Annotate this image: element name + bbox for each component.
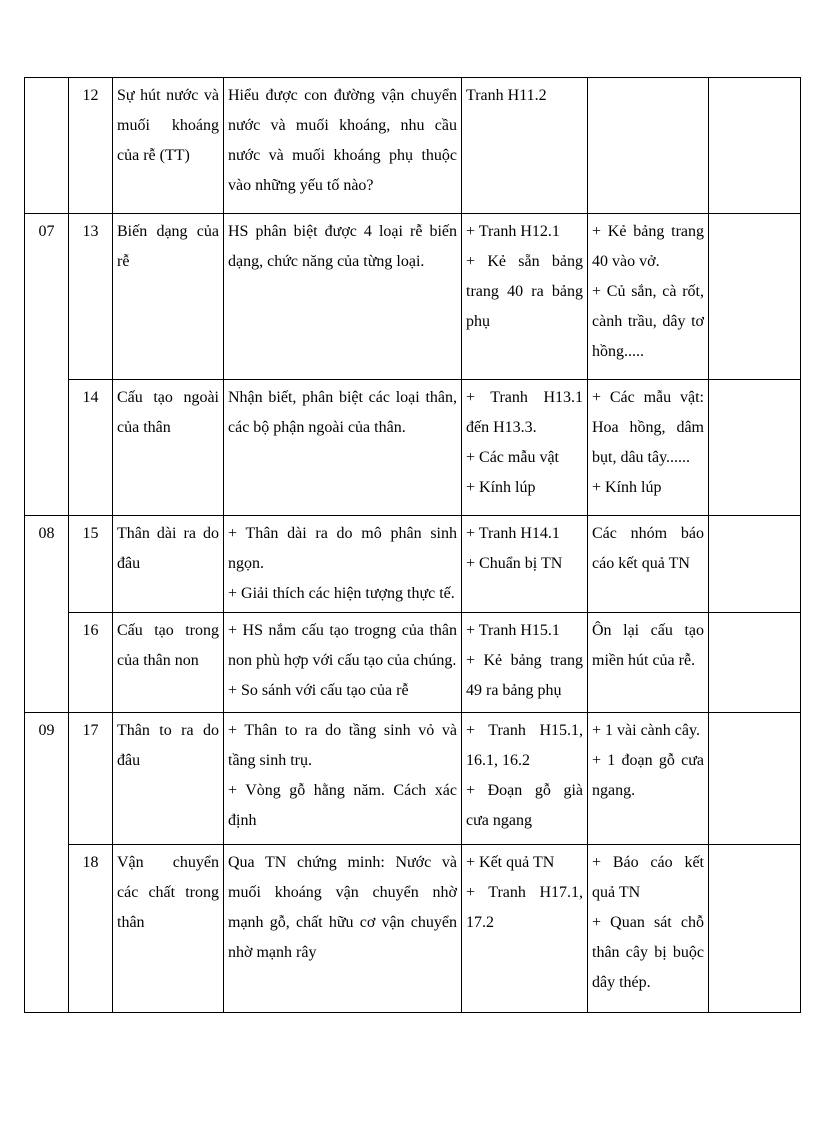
student-prep-line: Các nhóm báo cáo kết quả TN bbox=[592, 525, 704, 572]
student-prep bbox=[588, 713, 709, 845]
note-cell bbox=[709, 380, 801, 516]
student-prep bbox=[588, 78, 709, 214]
objective-line: + So sánh với cấu tạo của rễ bbox=[228, 682, 409, 699]
teacher-prep bbox=[462, 78, 588, 214]
lesson-number: 15 bbox=[69, 516, 113, 613]
note-cell bbox=[709, 845, 801, 1013]
objective-line: Hiểu được con đường vận chuyển nước và muối khoáng, nhu cầu nước và muối khoáng phụ thuộc vào những yếu tố nào? bbox=[228, 87, 457, 194]
week-cell bbox=[25, 78, 69, 214]
note-cell bbox=[709, 516, 801, 613]
student-prep-line: + Kính lúp bbox=[592, 479, 662, 496]
teacher-prep-line: Tranh H11.2 bbox=[466, 87, 547, 104]
student-prep-line: + Các mẫu vật: Hoa hồng, dâm bụt, dâu tây...... bbox=[592, 389, 704, 466]
teacher-prep-line: + Tranh H13.1 đến H13.3. bbox=[466, 389, 583, 436]
week-cell: 08 bbox=[25, 516, 69, 713]
objective-line: + Thân to ra do tầng sinh vỏ và tầng sinh trụ. bbox=[228, 722, 457, 769]
teacher-prep-line: + Chuẩn bị TN bbox=[466, 555, 563, 572]
objective-line: + Giải thích các hiện tượng thực tế. bbox=[228, 585, 455, 602]
student-prep bbox=[588, 214, 709, 380]
student-prep-line: + Báo cáo kết quả TN bbox=[592, 854, 704, 901]
lesson-objective bbox=[224, 845, 462, 1013]
week-cell: 07 bbox=[25, 214, 69, 516]
lesson-title: Biến dạng của rễ bbox=[113, 214, 224, 380]
teacher-prep-line: + Kẻ bảng trang 49 ra bảng phụ bbox=[466, 652, 583, 699]
lesson-number: 13 bbox=[69, 214, 113, 380]
objective-line: + HS nắm cấu tạo trogng của thân non phù hợp với cấu tạo của chúng. bbox=[228, 622, 457, 669]
student-prep-line: + Quan sát chỗ thân cây bị buộc dây thép. bbox=[592, 914, 704, 991]
objective-line: + Thân dài ra do mô phân sinh ngọn. bbox=[228, 525, 457, 572]
teacher-prep-line: + Tranh H15.1 bbox=[466, 622, 560, 639]
table-row bbox=[25, 845, 801, 1013]
objective-line: Nhận biết, phân biệt các loại thân, các bộ phận ngoài của thân. bbox=[228, 389, 457, 436]
teacher-prep-line: + Kết quả TN bbox=[466, 854, 555, 871]
lesson-title: Cấu tạo trong của thân non bbox=[113, 613, 224, 713]
table-row bbox=[25, 78, 801, 214]
teacher-prep-line: + Tranh H15.1, 16.1, 16.2 bbox=[466, 722, 583, 769]
student-prep bbox=[588, 845, 709, 1013]
teacher-prep bbox=[462, 214, 588, 380]
teacher-prep-line: + Đoạn gỗ già cưa ngang bbox=[466, 782, 583, 829]
student-prep bbox=[588, 613, 709, 713]
table-row bbox=[25, 713, 801, 845]
lesson-objective bbox=[224, 613, 462, 713]
lesson-title: Thân dài ra do đâu bbox=[113, 516, 224, 613]
objective-line: Qua TN chứng minh: Nước và muối khoáng vận chuyển nhờ mạnh gỗ, chất hữu cơ vận chuyển nhờ mạnh rây bbox=[228, 854, 457, 961]
note-cell bbox=[709, 713, 801, 845]
lesson-objective bbox=[224, 214, 462, 380]
lesson-title: Vận chuyển các chất trong thân bbox=[113, 845, 224, 1013]
lesson-number: 18 bbox=[69, 845, 113, 1013]
lesson-objective bbox=[224, 516, 462, 613]
lesson-objective bbox=[224, 78, 462, 214]
lesson-number: 12 bbox=[69, 78, 113, 214]
teacher-prep bbox=[462, 380, 588, 516]
week-cell: 09 bbox=[25, 713, 69, 1013]
teacher-prep-line: + Kính lúp bbox=[466, 479, 536, 496]
student-prep-line: + Củ sắn, cà rốt, cành trầu, dây tơ hồng..... bbox=[592, 283, 704, 360]
teacher-prep bbox=[462, 516, 588, 613]
lesson-objective bbox=[224, 380, 462, 516]
objective-line: HS phân biệt được 4 loại rễ biến dạng, chức năng của từng loại. bbox=[228, 223, 457, 270]
teacher-prep-line: + Tranh H12.1 bbox=[466, 223, 560, 240]
table-row bbox=[25, 516, 801, 613]
student-prep-line: + 1 đoạn gỗ cưa ngang. bbox=[592, 752, 704, 799]
lesson-number: 17 bbox=[69, 713, 113, 845]
teacher-prep bbox=[462, 845, 588, 1013]
lesson-plan-page bbox=[24, 77, 800, 1013]
teacher-prep-line: + Các mẫu vật bbox=[466, 449, 559, 466]
lesson-number: 16 bbox=[69, 613, 113, 713]
lesson-plan-table bbox=[24, 77, 801, 1013]
lesson-title: Cấu tạo ngoài của thân bbox=[113, 380, 224, 516]
student-prep-line: + 1 vài cành cây. bbox=[592, 722, 700, 739]
student-prep bbox=[588, 380, 709, 516]
note-cell bbox=[709, 613, 801, 713]
table-row bbox=[25, 380, 801, 516]
student-prep bbox=[588, 516, 709, 613]
teacher-prep bbox=[462, 713, 588, 845]
teacher-prep-line: + Tranh H14.1 bbox=[466, 525, 560, 542]
lesson-title: Thân to ra do đâu bbox=[113, 713, 224, 845]
lesson-title: Sự hút nước và muối khoáng của rễ (TT) bbox=[113, 78, 224, 214]
note-cell bbox=[709, 78, 801, 214]
lesson-objective bbox=[224, 713, 462, 845]
lesson-number: 14 bbox=[69, 380, 113, 516]
teacher-prep-line: + Tranh H17.1, 17.2 bbox=[466, 884, 583, 931]
student-prep-line: Ôn lại cấu tạo miền hút của rễ. bbox=[592, 622, 704, 669]
teacher-prep bbox=[462, 613, 588, 713]
table-row bbox=[25, 613, 801, 713]
objective-line: + Vòng gỗ hằng năm. Cách xác định bbox=[228, 782, 457, 829]
teacher-prep-line: + Kẻ sẵn bảng trang 40 ra bảng phụ bbox=[466, 253, 583, 330]
table-row bbox=[25, 214, 801, 380]
student-prep-line: + Kẻ bảng trang 40 vào vở. bbox=[592, 223, 704, 270]
note-cell bbox=[709, 214, 801, 380]
